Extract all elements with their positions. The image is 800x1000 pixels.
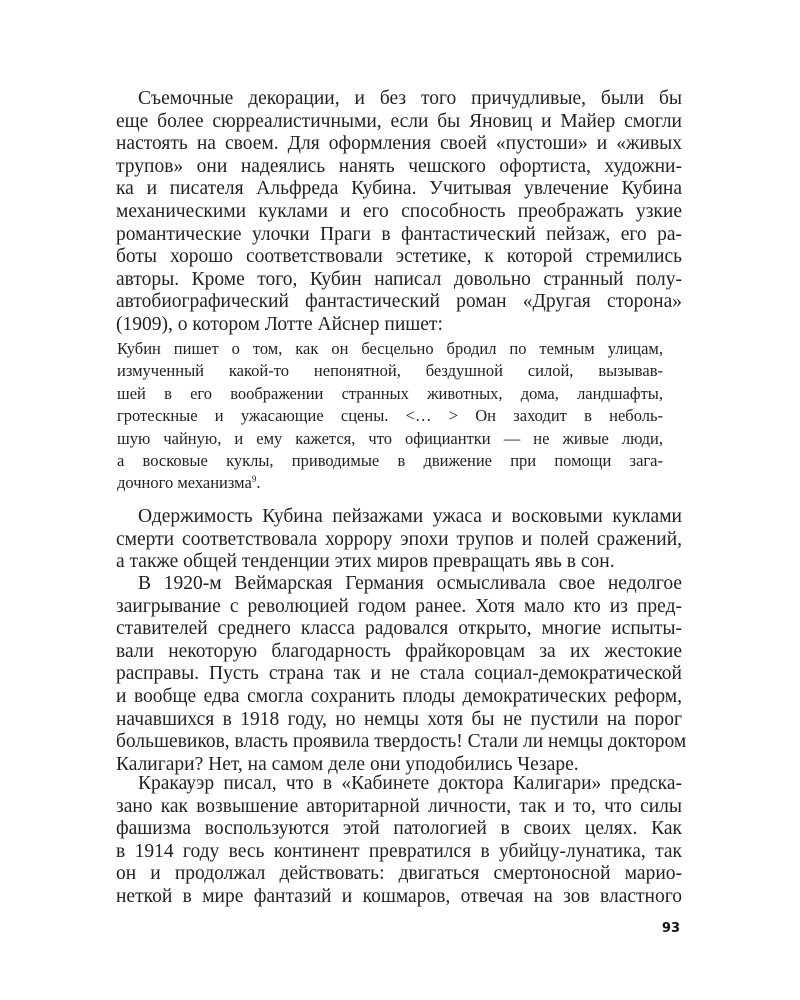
quote-end-punctuation: .	[256, 473, 261, 493]
text-line: смерти соответствовала хоррору эпохи трупов и полей сражений,	[116, 528, 682, 550]
quote-line: гротескные и ужасающие сцены. <… > Он заходит в неболь-	[117, 406, 663, 426]
text-line: а также общей тенденции этих миров превращать явь в сон.	[116, 551, 615, 573]
quote-line: шую чайную, и ему кажется, что официантки — не живые люди,	[117, 428, 663, 448]
text-line: и вообще едва смогла сохранить плоды демократических реформ,	[116, 685, 682, 707]
text-line: расправы. Пусть страна так и не стала социал-демократической	[116, 663, 682, 685]
text-line: большевиков, власть проявила твердость! Стали ли немцы доктором	[116, 731, 687, 753]
quote-text: дочного механизма	[117, 473, 252, 493]
text-line: боты хорошо соответствовали эстетике, к которой стремились	[116, 246, 682, 268]
text-line: механическими куклами и его способность преображать узкие	[116, 200, 682, 222]
quote-line-last	[117, 472, 663, 494]
text-line: ка и писателя Альфреда Кубина. Учитывая увлечение Кубина	[116, 178, 682, 200]
text-line: неткой в мире фантазий и кошмаров, отвечая на зов властного	[116, 885, 682, 907]
text-line: Съемочные декорации, и без того причудливые, были бы	[138, 88, 682, 109]
text-line: еще более сюрреалистичными, если бы Яновиц и Майер смогли	[116, 110, 682, 132]
text-line: заигрывание с революцией годом ранее. Хотя мало кто из пред-	[116, 595, 682, 617]
text-line: Одержимость Кубина пейзажами ужаса и восковыми куклами	[138, 506, 682, 527]
text-line: настоять на своем. Для оформления своей «пустоши» и «живых	[116, 133, 682, 155]
paragraph-kracauer	[116, 773, 682, 909]
text-line: ставителей среднего класса радовался открыто, многие испыты-	[116, 618, 682, 640]
text-line: Кракауэр писал, что в «Кабинете доктора Калигари» предска-	[138, 773, 682, 794]
text-line: авторы. Кроме того, Кубин написал довольно странный полу-	[116, 268, 682, 290]
paragraph-kubin-obsession	[116, 506, 682, 574]
text-line: вали некоторую благодарность фрайкоровцам за их жестокие	[116, 640, 682, 662]
quote-line: Кубин пишет о том, как он бесцельно бродил по темным улицам,	[117, 339, 663, 358]
page-number: 93	[661, 921, 680, 936]
quote-line: а восковые куклы, приводимые в движение при помощи зага-	[117, 450, 663, 470]
text-line: в 1914 году весь континент превратился в убийцу-лунатика, так	[116, 840, 682, 862]
paragraph-weimar-1920	[116, 573, 687, 776]
text-line: фашизма воспользуются этой патологией в своих целях. Как	[116, 818, 682, 840]
text-line: (1909), о котором Лотте Айснер пишет:	[116, 313, 443, 335]
text-line: В 1920-м Веймарская Германия осмысливала свое недолгое	[138, 573, 682, 594]
text-line: романтические улочки Праги в фантастический пейзаж, его ра-	[116, 223, 682, 245]
text-line: он и продолжал действовать: двигаться смертоносной марио-	[116, 863, 682, 885]
quote-line: шей в его воображении странных животных, дома, ландшафты,	[117, 383, 663, 403]
text-line: зано как возвышение авторитарной личности, так и то, что силы	[116, 795, 682, 817]
quote-line: измученный какой-то непонятной, бездушной силой, вызывав-	[117, 361, 663, 381]
text-line: автобиографический фантастический роман «Другая сторона»	[116, 291, 682, 313]
text-line: Калигари? Нет, на самом деле они уподобились Чезаре.	[116, 753, 579, 775]
paragraph-kubin-decorations	[116, 88, 682, 337]
block-quote-eisner	[117, 338, 663, 495]
footnote-reference[interactable]: 9	[251, 474, 257, 485]
text-line: трупов» они надеялись нанять чешского офортиста, художни-	[116, 155, 682, 177]
text-line: начавшихся в 1918 году, но немцы хотя бы не пустили на порог	[116, 708, 682, 730]
